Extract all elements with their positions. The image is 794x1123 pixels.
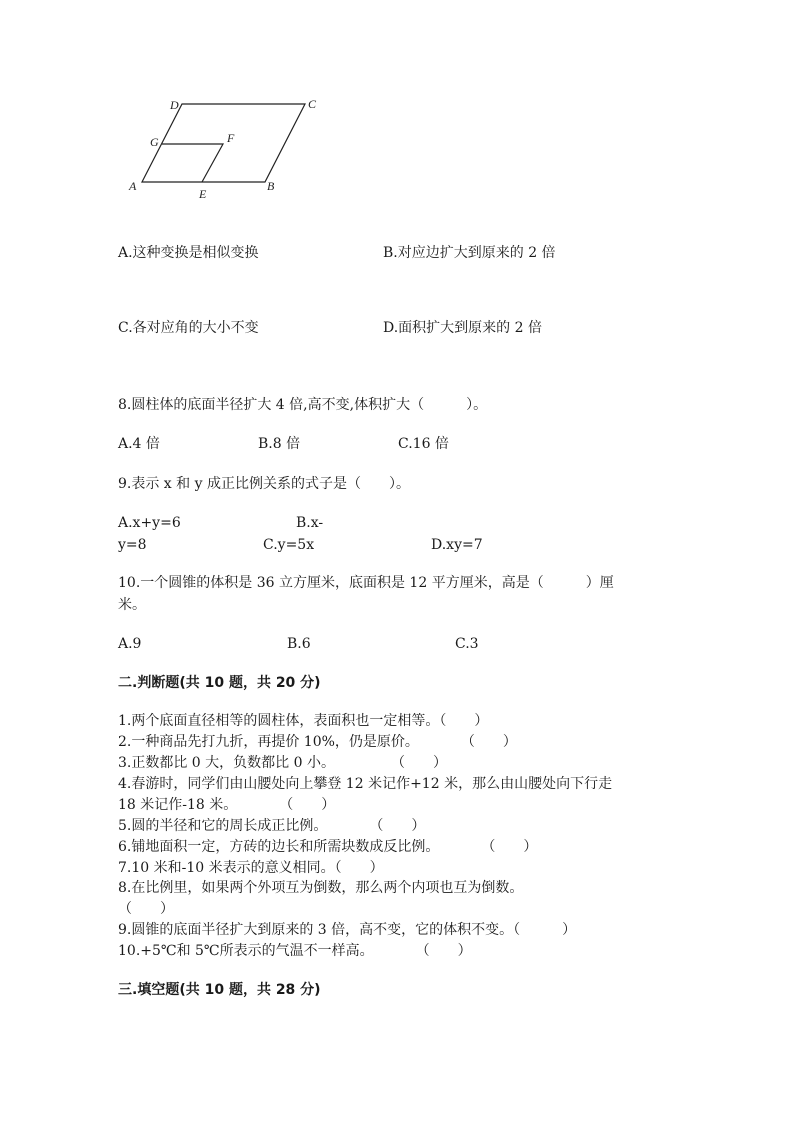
q10-option-c[interactable]: C.3 bbox=[455, 636, 479, 652]
q9-option-a[interactable]: A.x+y=6 bbox=[118, 515, 181, 531]
judge-item-6: 6.铺地面积一定，方砖的边长和所需块数成反比例。 （ ） bbox=[118, 839, 538, 855]
q10-stem-line2: 米。 bbox=[118, 597, 146, 613]
q9-option-d[interactable]: D.xy=7 bbox=[431, 537, 483, 553]
judge-item-7: 7.10 米和-10 米表示的意义相同。（ ） bbox=[118, 860, 384, 876]
judge-item-2: 2.一种商品先打九折，再提价 10%，仍是原价。 （ ） bbox=[118, 734, 517, 750]
q7-option-d[interactable]: D.面积扩大到原来的 2 倍 bbox=[383, 320, 542, 336]
section2-heading: 二.判断题(共 10 题，共 20 分) bbox=[118, 675, 321, 691]
q10-stem-line1: 10.一个圆锥的体积是 36 立方厘米，底面积是 12 平方厘米，高是（ ）厘 bbox=[118, 575, 614, 591]
label-F: F bbox=[227, 131, 235, 145]
q8-option-c[interactable]: C.16 倍 bbox=[398, 436, 449, 452]
judge-item-10: 10.+5℃和 5℃所表示的气温不一样高。 （ ） bbox=[118, 943, 472, 959]
section3-heading: 三.填空题(共 10 题，共 28 分) bbox=[118, 982, 321, 998]
judge-item-5: 5.圆的半径和它的周长成正比例。 （ ） bbox=[118, 818, 426, 834]
judge-item-1: 1.两个底面直径相等的圆柱体，表面积也一定相等。（ ） bbox=[118, 713, 489, 729]
q9-stem: 9.表示 x 和 y 成正比例关系的式子是（ ）。 bbox=[118, 476, 410, 492]
q9-option-b-part2[interactable]: y=8 bbox=[118, 537, 147, 553]
judge-item-8-cont: （ ） bbox=[118, 901, 174, 917]
geometry-figure bbox=[120, 92, 320, 207]
label-C: C bbox=[308, 97, 317, 111]
q10-option-b[interactable]: B.6 bbox=[287, 636, 311, 652]
judge-item-4: 4.春游时，同学们由山腰处向上攀登 12 米记作+12 米，那么由山腰处向下行走 bbox=[118, 776, 613, 792]
q7-option-a[interactable]: A.这种变换是相似变换 bbox=[118, 245, 259, 261]
label-D: D bbox=[170, 98, 179, 112]
parallelogram-aefg bbox=[162, 144, 223, 182]
q8-option-b[interactable]: B.8 倍 bbox=[258, 436, 301, 452]
label-E: E bbox=[199, 187, 207, 201]
label-G: G bbox=[150, 135, 159, 149]
q10-option-a[interactable]: A.9 bbox=[118, 636, 142, 652]
judge-item-8: 8.在比例里，如果两个外项互为倒数，那么两个内项也互为倒数。 bbox=[118, 880, 524, 896]
label-A: A bbox=[129, 179, 137, 193]
parallelogram-abcd bbox=[142, 104, 305, 182]
q8-stem: 8.圆柱体的底面半径扩大 4 倍,高不变,体积扩大（ ）。 bbox=[118, 397, 488, 413]
judge-item-9: 9.圆锥的底面半径扩大到原来的 3 倍，高不变，它的体积不变。（ ） bbox=[118, 922, 577, 938]
q7-option-b[interactable]: B.对应边扩大到原来的 2 倍 bbox=[383, 245, 556, 261]
judge-item-4-cont: 18 米记作-18 米。 （ ） bbox=[118, 797, 336, 813]
q8-option-a[interactable]: A.4 倍 bbox=[118, 436, 160, 452]
q7-option-c[interactable]: C.各对应角的大小不变 bbox=[118, 320, 259, 336]
label-B: B bbox=[267, 179, 275, 193]
q9-option-b-part1[interactable]: B.x- bbox=[296, 515, 324, 531]
q9-option-c[interactable]: C.y=5x bbox=[263, 537, 315, 553]
judge-item-3: 3.正数都比 0 大，负数都比 0 小。 （ ） bbox=[118, 755, 447, 771]
